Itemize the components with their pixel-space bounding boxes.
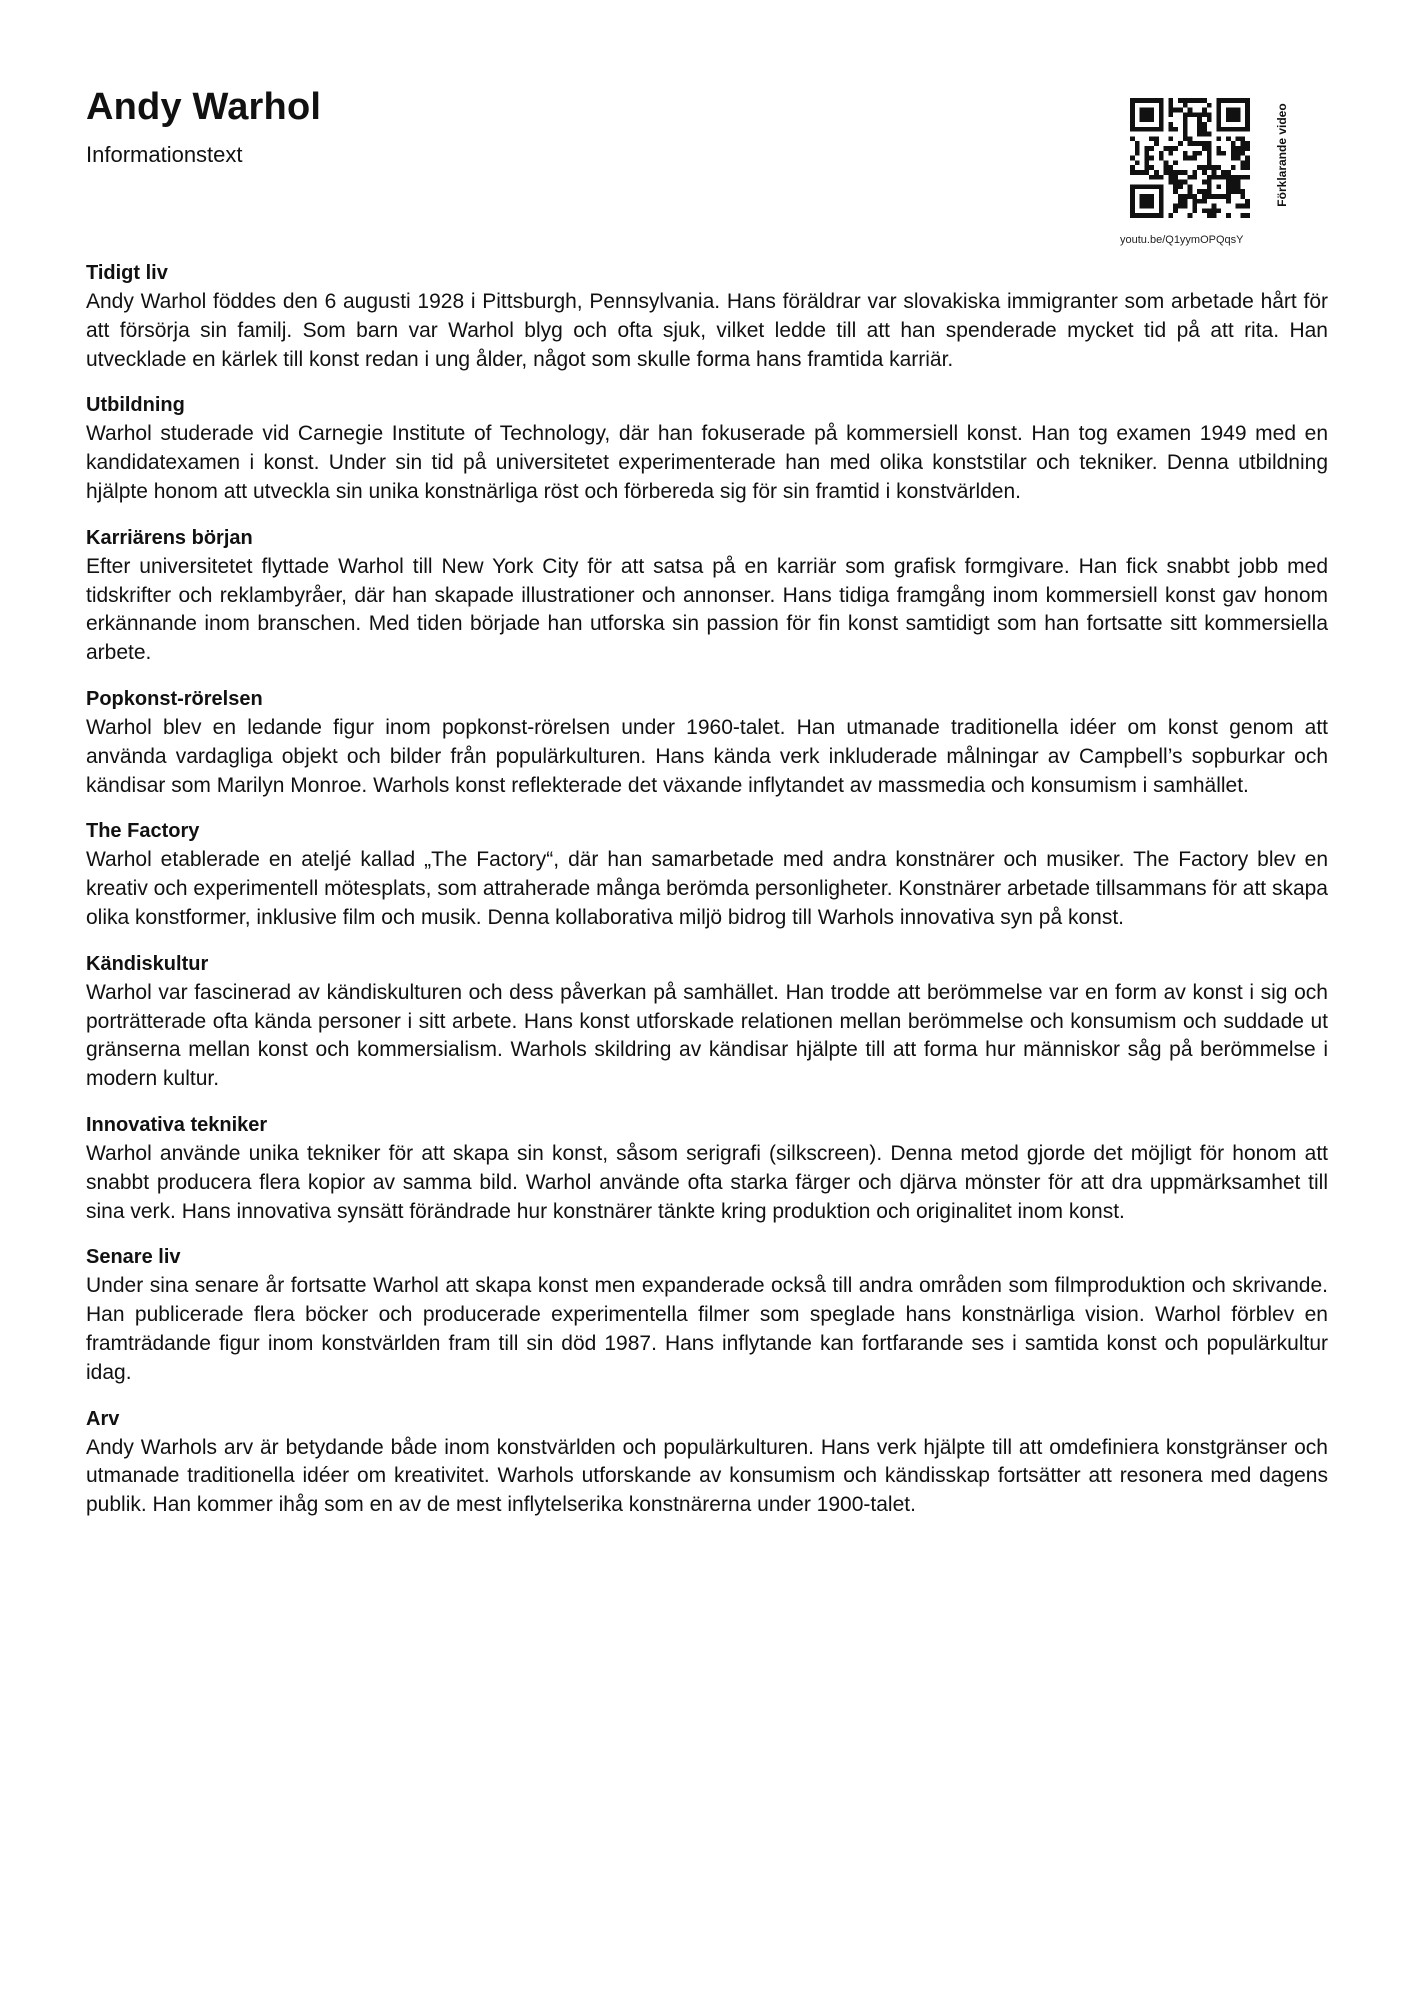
- page-subtitle: Informationstext: [86, 142, 243, 167]
- qr-url[interactable]: youtu.be/Q1yymOPQqsY: [1120, 234, 1244, 246]
- qr-code-block[interactable]: [1120, 98, 1289, 248]
- section-heading: Arv: [86, 1407, 120, 1430]
- section-heading: Tidigt liv: [86, 262, 168, 284]
- section-text: Warhol studerade vid Carnegie Institute of Technology, där han fokuserade på kommersiell konst. Han tog examen 1949 med en kandidatexamen i konst. Under sin tid på universitetet experimenterade han med olika konststilar och tekniker. Denna utbildning hjälpte honom att utveckla sin unika konstnärliga röst och förbereda sig för sin framtid i konstvärlden.: [86, 422, 1328, 503]
- section-innovativa-tekniker: [86, 1110, 1328, 1226]
- section-senare-liv: [86, 1242, 1328, 1387]
- article-body: [86, 258, 1328, 1536]
- qr-caption: [1272, 98, 1292, 218]
- section-popkonst: [86, 684, 1328, 800]
- section-text: Andy Warhol föddes den 6 augusti 1928 i Pittsburgh, Pennsylvania. Hans föräldrar var slovakiska immigranter som arbetade hårt för att försörja sin familj. Som barn var Warhol blyg och ofta sjuk, vilket ledde till att han spenderade mycket tid på att rita. Han utvecklade en kärlek till konst redan i ung ålder, något som skulle forma hans framtida karriär.: [86, 290, 1328, 371]
- section-heading: The Factory: [86, 820, 200, 843]
- section-text: Andy Warhols arv är betydande både inom konstvärlden och populärkulturen. Hans verk hjälpte till att omdefiniera konstgränser och utmanade traditionella idéer om kreativitet. Warhols utforskande av konsumism och kändisskap fortsätter att resonera med dagens publik. Han kommer ihåg som en av de mest inflytelserika konstnärerna under 1900-talet.: [86, 1435, 1328, 1517]
- section-heading: Kändiskultur: [86, 952, 209, 975]
- page-title: Andy Warhol: [86, 86, 322, 128]
- section-kandiskultur: [86, 949, 1328, 1094]
- section-text: Under sina senare år fortsatte Warhol att skapa konst men expanderade också till andra områden som filmproduktion och skrivande. Han publicerade flera böcker och producerade experimentella filmer som speglade hans konstnärliga vision. Warhol förblev en framträdande figur inom konstvärlden fram till sin död 1987. Hans inflytande kan fortfarande ses i samtida konst och populärkultur idag.: [86, 1274, 1328, 1384]
- qr-code-icon[interactable]: [1130, 98, 1250, 218]
- section-the-factory: [86, 816, 1328, 932]
- qr-caption-text: Förklarande video: [1275, 103, 1289, 207]
- section-karriarens-borjan: [86, 523, 1328, 668]
- section-heading: Popkonst-rörelsen: [86, 687, 263, 710]
- section-heading: Innovativa tekniker: [86, 1113, 268, 1136]
- section-text: Efter universitetet flyttade Warhol till New York City för att satsa på en karriär som grafisk formgivare. Han fick snabbt jobb med tidskrifter och reklambyråer, där han skapade illustrationer och annonser. Hans tidiga framgång inom kommersiell konst gav honom erkännande inom branschen. Med tiden började han utforska sin passion för fin konst samtidigt som han fortsatte sitt kommersiella arbete.: [86, 554, 1328, 665]
- section-utbildning: [86, 390, 1328, 506]
- section-tidigt-liv: [86, 258, 1328, 374]
- section-text: Warhol använde unika tekniker för att skapa sin konst, såsom serigrafi (silkscreen). Denna metod gjorde det möjligt för honom att snabbt producera flera kopior av samma bild. Warhol använde ofta starka färger och djärva mönster för att dra uppmärksamhet till sina verk. Hans innovativa synsätt förändrade hur konstnärer tänkte kring produktion och originalitet inom konst.: [86, 1141, 1328, 1223]
- section-text: Warhol var fascinerad av kändiskulturen och dess påverkan på samhället. Han trodde att berömmelse var en form av konst i sig och porträtterade ofta kända personer i sitt arbete. Hans konst utforskade relationen mellan berömmelse och konsumism och suddade ut gränserna mellan konst och kommersialism. Warhols skildring av kändisar hjälpte till att forma hur människor såg på berömmelse i modern kultur.: [86, 980, 1328, 1091]
- section-text: Warhol etablerade en ateljé kallad „The Factory“, där han samarbetade med andra konstnärer och musiker. The Factory blev en kreativ och experimentell mötesplats, som attraherade många berömda personligheter. Konstnärer arbetade tillsammans för att skapa olika konstformer, inklusive film och musik. Denna kollaborativa miljö bidrog till Warhols innovativa syn på konst.: [86, 848, 1328, 929]
- section-heading: Utbildning: [86, 394, 185, 417]
- section-text: Warhol blev en ledande figur inom popkonst-rörelsen under 1960-talet. Han utmanade traditionella idéer om konst genom att använda vardagliga objekt och bilder från populärkulturen. Hans kända verk inkluderade målningar av Campbell’s sopburkar och kändisar som Marilyn Monroe. Warhols konst reflekterade det växande inflytandet av massmedia och konsumism i samhället.: [86, 715, 1328, 797]
- section-arv: [86, 1404, 1328, 1520]
- section-heading: Karriärens början: [86, 526, 253, 549]
- section-heading: Senare liv: [86, 1246, 181, 1269]
